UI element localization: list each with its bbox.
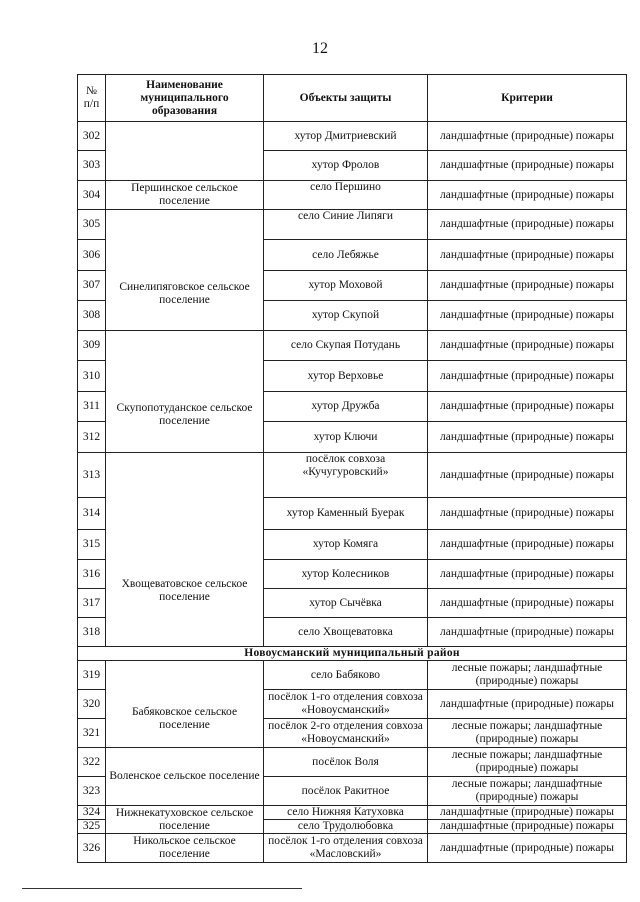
header-num: № п/п (78, 75, 106, 122)
table-row (78, 331, 627, 361)
criteria-cell: ландшафтные (природные) пожары (428, 301, 627, 331)
object-cell: село Скупая Потудань (264, 331, 428, 361)
object-cell: хутор Моховой (264, 271, 428, 301)
municipality-cell: Першинское сельское поселение (106, 181, 264, 210)
criteria-cell: лесные пожары; ландшафтные (природные) пожары (428, 719, 627, 748)
row-number: 303 (78, 151, 106, 181)
table-header-row (78, 75, 627, 122)
criteria-cell: ландшафтные (природные) пожары (428, 589, 627, 618)
object-cell: хутор Дмитриевский (264, 122, 428, 151)
object-cell: село Хвощеватовка (264, 618, 428, 647)
table-row (78, 122, 627, 151)
municipality-cell-empty (106, 122, 264, 181)
criteria-cell: ландшафтные (природные) пожары (428, 498, 627, 530)
criteria-cell: ландшафтные (природные) пожары (428, 560, 627, 589)
object-cell: село Першино (264, 181, 428, 210)
row-number: 321 (78, 719, 106, 748)
object-cell: село Трудолюбовка (264, 820, 428, 834)
row-number: 323 (78, 777, 106, 806)
row-number: 320 (78, 690, 106, 719)
object-cell: хутор Ключи (264, 422, 428, 453)
row-number: 309 (78, 331, 106, 361)
table-row (78, 210, 627, 240)
row-number: 316 (78, 560, 106, 589)
criteria-cell: ландшафтные (природные) пожары (428, 422, 627, 453)
row-number: 305 (78, 210, 106, 240)
row-number: 304 (78, 181, 106, 210)
district-heading: Новоусманский муниципальный район (78, 647, 627, 661)
object-cell: хутор Колесников (264, 560, 428, 589)
object-cell: село Синие Липяги (264, 210, 428, 240)
row-number: 315 (78, 530, 106, 560)
criteria-cell: ландшафтные (природные) пожары (428, 331, 627, 361)
object-cell: хутор Верховье (264, 361, 428, 392)
header-municipality: Наименование муниципального образования (106, 75, 264, 122)
table-row (78, 453, 627, 498)
municipality-cell: Синелипяговское сельское поселение (106, 210, 264, 331)
row-number: 311 (78, 392, 106, 422)
row-number: 310 (78, 361, 106, 392)
page-number: 12 (312, 40, 328, 57)
row-number: 324 (78, 806, 106, 820)
object-cell: посёлок 2-го отделения совхоза «Новоусманский» (264, 719, 428, 748)
row-number: 325 (78, 820, 106, 834)
criteria-cell: ландшафтные (природные) пожары (428, 530, 627, 560)
municipality-cell: Воленское сельское поселение (106, 748, 264, 806)
object-cell: село Лебяжье (264, 240, 428, 271)
object-cell: посёлок 1-го отделения совхоза «Новоусманский» (264, 690, 428, 719)
municipality-cell: Бабяковское сельское поселение (106, 661, 264, 748)
criteria-cell: ландшафтные (природные) пожары (428, 618, 627, 647)
row-number: 307 (78, 271, 106, 301)
row-number: 322 (78, 748, 106, 777)
object-cell: хутор Дружба (264, 392, 428, 422)
object-cell: хутор Фролов (264, 151, 428, 181)
object-cell: село Нижняя Катуховка (264, 806, 428, 820)
table-row (78, 806, 627, 820)
object-cell: посёлок совхоза «Кучугуровский» (264, 453, 428, 498)
header-criteria: Критерии (428, 75, 627, 122)
municipality-cell: Никольское сельское поселение (106, 834, 264, 863)
object-cell: хутор Скупой (264, 301, 428, 331)
criteria-cell: ландшафтные (природные) пожары (428, 361, 627, 392)
criteria-cell: ландшафтные (природные) пожары (428, 806, 627, 820)
criteria-cell: ландшафтные (природные) пожары (428, 271, 627, 301)
row-number: 306 (78, 240, 106, 271)
criteria-cell: лесные пожары; ландшафтные (природные) пожары (428, 777, 627, 806)
criteria-cell: лесные пожары; ландшафтные (природные) пожары (428, 661, 627, 690)
footer-divider (22, 888, 302, 889)
criteria-cell: ландшафтные (природные) пожары (428, 122, 627, 151)
criteria-cell: ландшафтные (природные) пожары (428, 210, 627, 240)
row-number: 312 (78, 422, 106, 453)
criteria-cell: ландшафтные (природные) пожары (428, 240, 627, 271)
header-objects: Объекты защиты (264, 75, 428, 122)
row-number: 314 (78, 498, 106, 530)
object-cell: посёлок Воля (264, 748, 428, 777)
object-cell: село Бабяково (264, 661, 428, 690)
municipality-cell: Нижнекатуховское сельское поселение (106, 806, 264, 834)
row-number: 319 (78, 661, 106, 690)
object-cell: посёлок 1-го отделения совхоза «Масловский» (264, 834, 428, 863)
district-heading-row (78, 647, 627, 661)
table-row (78, 748, 627, 777)
criteria-cell: ландшафтные (природные) пожары (428, 392, 627, 422)
criteria-cell: ландшафтные (природные) пожары (428, 181, 627, 210)
criteria-cell: ландшафтные (природные) пожары (428, 151, 627, 181)
protection-objects-table (77, 74, 627, 863)
table-row (78, 181, 627, 210)
object-cell: посёлок Ракитное (264, 777, 428, 806)
row-number: 317 (78, 589, 106, 618)
criteria-cell: ландшафтные (природные) пожары (428, 453, 627, 498)
object-cell: хутор Комяга (264, 530, 428, 560)
row-number: 308 (78, 301, 106, 331)
table-row (78, 834, 627, 863)
criteria-cell: ландшафтные (природные) пожары (428, 690, 627, 719)
criteria-cell: ландшафтные (природные) пожары (428, 834, 627, 863)
row-number: 318 (78, 618, 106, 647)
row-number: 326 (78, 834, 106, 863)
criteria-cell: ландшафтные (природные) пожары (428, 820, 627, 834)
table-row (78, 661, 627, 690)
row-number: 302 (78, 122, 106, 151)
criteria-cell: лесные пожары; ландшафтные (природные) пожары (428, 748, 627, 777)
municipality-cell: Хвощеватовское сельское поселение (106, 453, 264, 647)
row-number: 313 (78, 453, 106, 498)
object-cell: хутор Сычёвка (264, 589, 428, 618)
municipality-cell: Скупопотуданское сельское поселение (106, 331, 264, 453)
object-cell: хутор Каменный Буерак (264, 498, 428, 530)
